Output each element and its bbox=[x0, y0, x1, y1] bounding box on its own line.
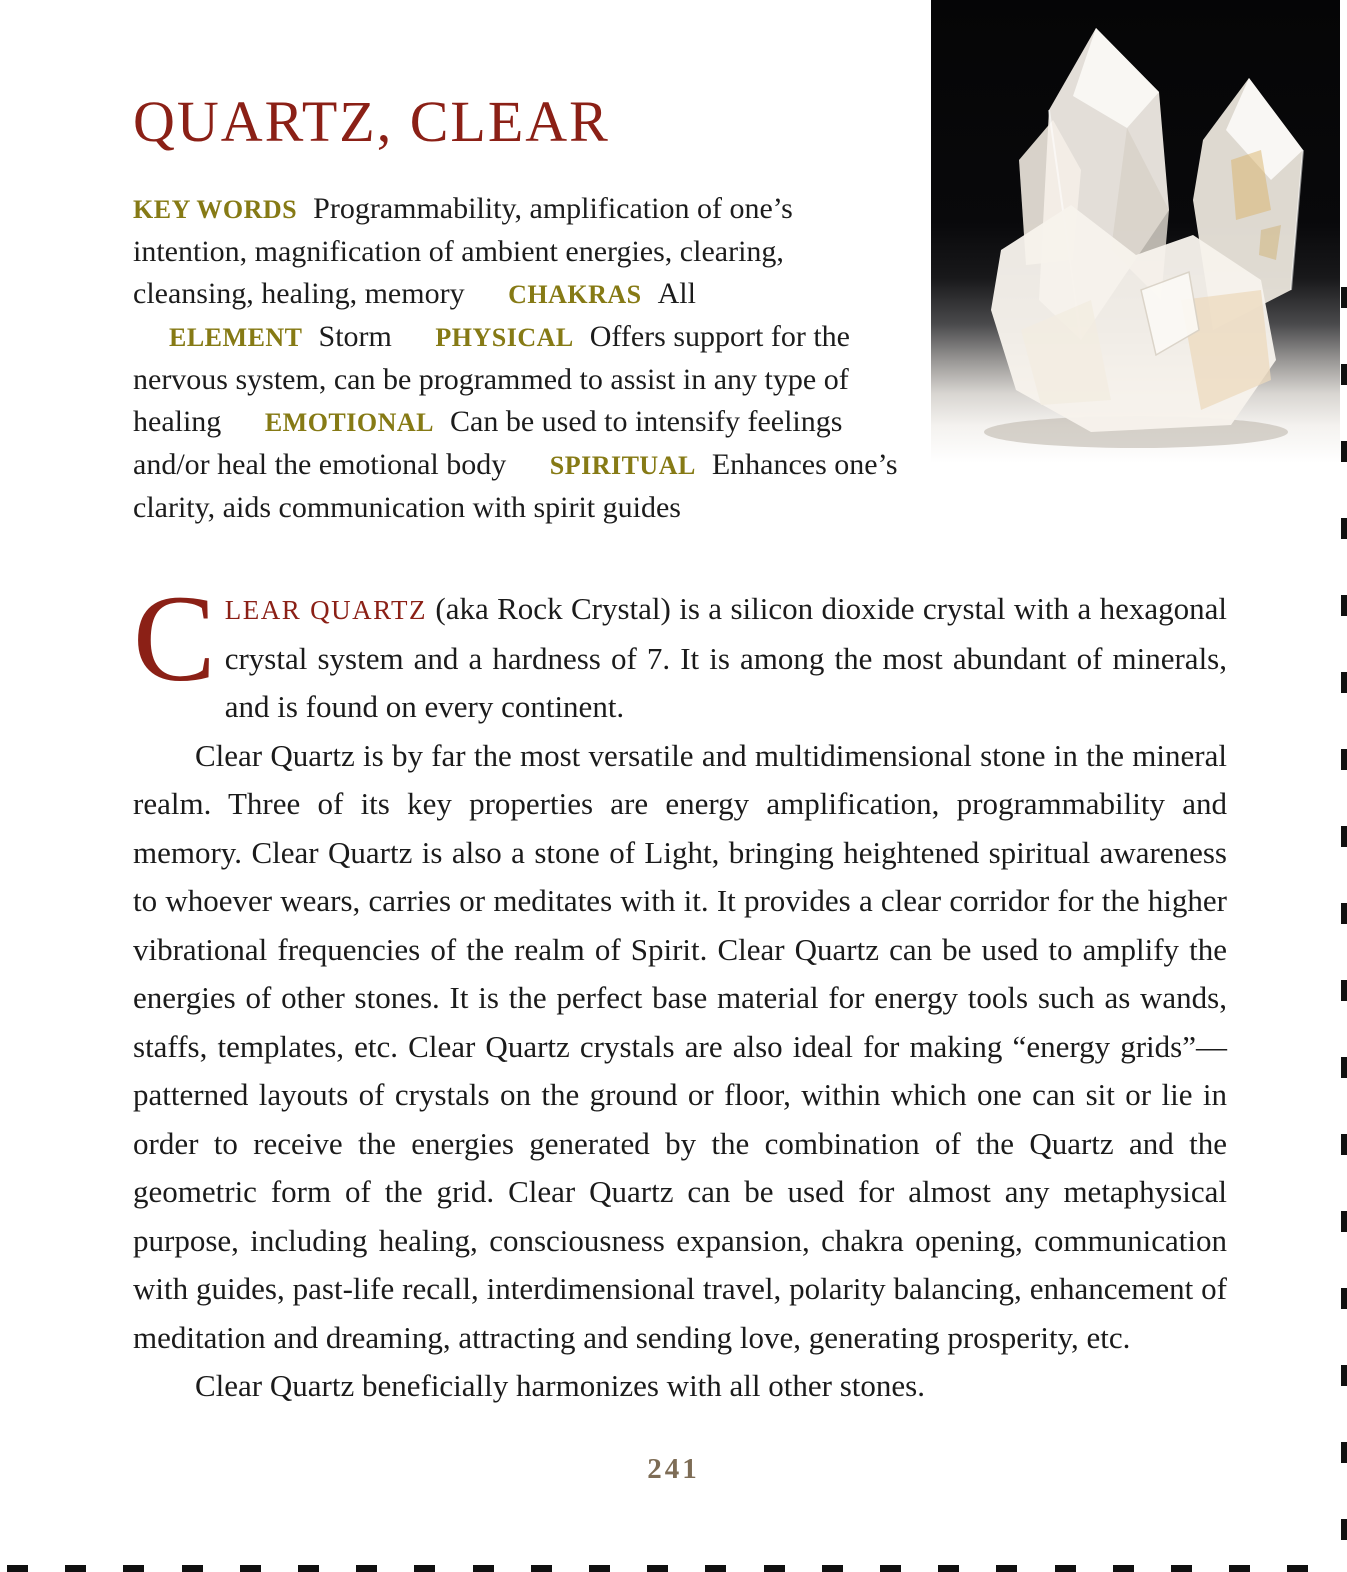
right-edge-dash bbox=[1341, 672, 1347, 693]
bottom-edge-dash bbox=[414, 1565, 435, 1572]
property-text-emotional: Can be used to intensify feelings and/or heal the emotional body bbox=[133, 405, 843, 481]
bottom-edge-dash bbox=[356, 1565, 377, 1572]
right-edge-dash bbox=[1341, 595, 1347, 616]
property-text-spiritual: Enhances one’s clarity, aids communication with spirit guides bbox=[133, 448, 898, 524]
right-edge-dash bbox=[1341, 1057, 1347, 1078]
bottom-edge-dash bbox=[1229, 1565, 1250, 1572]
lead-in-small-caps: LEAR QUARTZ bbox=[224, 595, 427, 625]
bottom-edge-dash bbox=[1055, 1565, 1076, 1572]
bottom-edge-dash bbox=[647, 1565, 668, 1572]
bottom-edge-dash bbox=[65, 1565, 86, 1572]
property-label-chakras: CHAKRAS bbox=[508, 280, 642, 309]
right-edge-dash bbox=[1341, 364, 1347, 385]
paragraph-two: Clear Quartz is by far the most versatile and multidimensional stone in the mineral realm. Three of its key properties are energy amplification, programmability and memory. Clear Quartz is also a stone of Light, bringing heightened spiritual awareness to whoever wears, carries or meditates with it. It provides a clear corridor for the higher vibrational frequencies of the realm of Spirit. Clear Quartz can be used to amplify the energies of other stones. It is the perfect base material for energy tools such as wands, staffs, templates, etc. Clear Quartz crystals are also ideal for making “energy grids”—patterned layouts of crystals on the ground or floor, within which one can sit or lie in order to receive the energies generated by the combination of the Quartz and the geometric form of the grid. Clear Quartz can be used for almost any metaphysical purpose, including healing, consciousness expansion, chakra opening, communication with guides, past-life recall, interdimensional travel, polarity balancing, enhancement of meditation and dreaming, attracting and sending love, generating prosperity, etc. bbox=[133, 737, 1227, 1355]
bottom-edge-dash bbox=[1171, 1565, 1192, 1572]
photo-spacer bbox=[905, 90, 1227, 482]
bottom-edge-dash bbox=[473, 1565, 494, 1572]
right-edge-dash bbox=[1341, 1288, 1347, 1309]
bottom-edge-dash bbox=[1287, 1565, 1308, 1572]
bottom-edge-dash bbox=[298, 1565, 319, 1572]
right-edge-dash bbox=[1341, 826, 1347, 847]
bottom-edge-dash bbox=[531, 1565, 552, 1572]
bottom-edge-dash bbox=[880, 1565, 901, 1572]
bottom-edge-dash bbox=[764, 1565, 785, 1572]
bottom-edge-dash bbox=[7, 1565, 28, 1572]
property-text-chakras: All bbox=[657, 277, 696, 310]
property-label-spiritual: SPIRITUAL bbox=[549, 451, 696, 480]
property-label-physical: PHYSICAL bbox=[435, 323, 574, 352]
right-edge-dash bbox=[1341, 749, 1347, 770]
paragraph-three: Clear Quartz beneficially harmonizes with all other stones. bbox=[195, 1368, 925, 1403]
property-text-key-words: Programmability, amplification of one’s intention, magnification of ambient energies, clearing, cleansing, healing, memory bbox=[133, 192, 793, 310]
bottom-edge-dash bbox=[123, 1565, 144, 1572]
right-edge-dash bbox=[1341, 1365, 1347, 1386]
bottom-edge-dash bbox=[589, 1565, 610, 1572]
bottom-edge-dash bbox=[822, 1565, 843, 1572]
property-element bbox=[133, 320, 392, 353]
article-body bbox=[133, 570, 1227, 1411]
property-text-element: Storm bbox=[318, 320, 392, 353]
right-edge-dash bbox=[1341, 1442, 1347, 1463]
right-edge-dash bbox=[1341, 441, 1347, 462]
page-title: QUARTZ, CLEAR bbox=[133, 89, 610, 154]
bottom-edge-dash bbox=[240, 1565, 261, 1572]
paragraph-one-text: (aka Rock Crystal) is a silicon dioxide crystal with a hexagonal crystal system and a hardness of 7. It is among the most abundant of minerals, and is found on every continent. bbox=[224, 591, 1227, 724]
bottom-edge-dash bbox=[996, 1565, 1017, 1572]
bottom-edge-dash bbox=[182, 1565, 203, 1572]
bottom-edge-dash bbox=[938, 1565, 959, 1572]
property-label-emotional: EMOTIONAL bbox=[264, 408, 434, 437]
paragraph-one bbox=[133, 570, 1227, 732]
page-number: 241 bbox=[647, 1453, 700, 1485]
property-label-element: ELEMENT bbox=[169, 323, 303, 352]
drop-cap: C bbox=[133, 570, 216, 707]
page-content bbox=[133, 0, 1227, 1411]
bottom-edge-dash bbox=[1113, 1565, 1134, 1572]
right-edge-dash bbox=[1341, 287, 1347, 308]
bottom-edge-dash bbox=[705, 1565, 726, 1572]
right-edge-dash bbox=[1341, 518, 1347, 539]
property-text-physical: Offers support for the nervous system, can be programmed to assist in any type of healing bbox=[133, 320, 850, 438]
right-edge-dash bbox=[1341, 1134, 1347, 1155]
property-label-key-words: KEY WORDS bbox=[133, 195, 298, 224]
right-edge-dash bbox=[1341, 980, 1347, 1001]
right-edge-dash bbox=[1341, 903, 1347, 924]
right-edge-dash bbox=[1341, 1211, 1347, 1232]
right-edge-dash bbox=[1341, 1519, 1347, 1540]
property-chakras bbox=[472, 277, 696, 310]
